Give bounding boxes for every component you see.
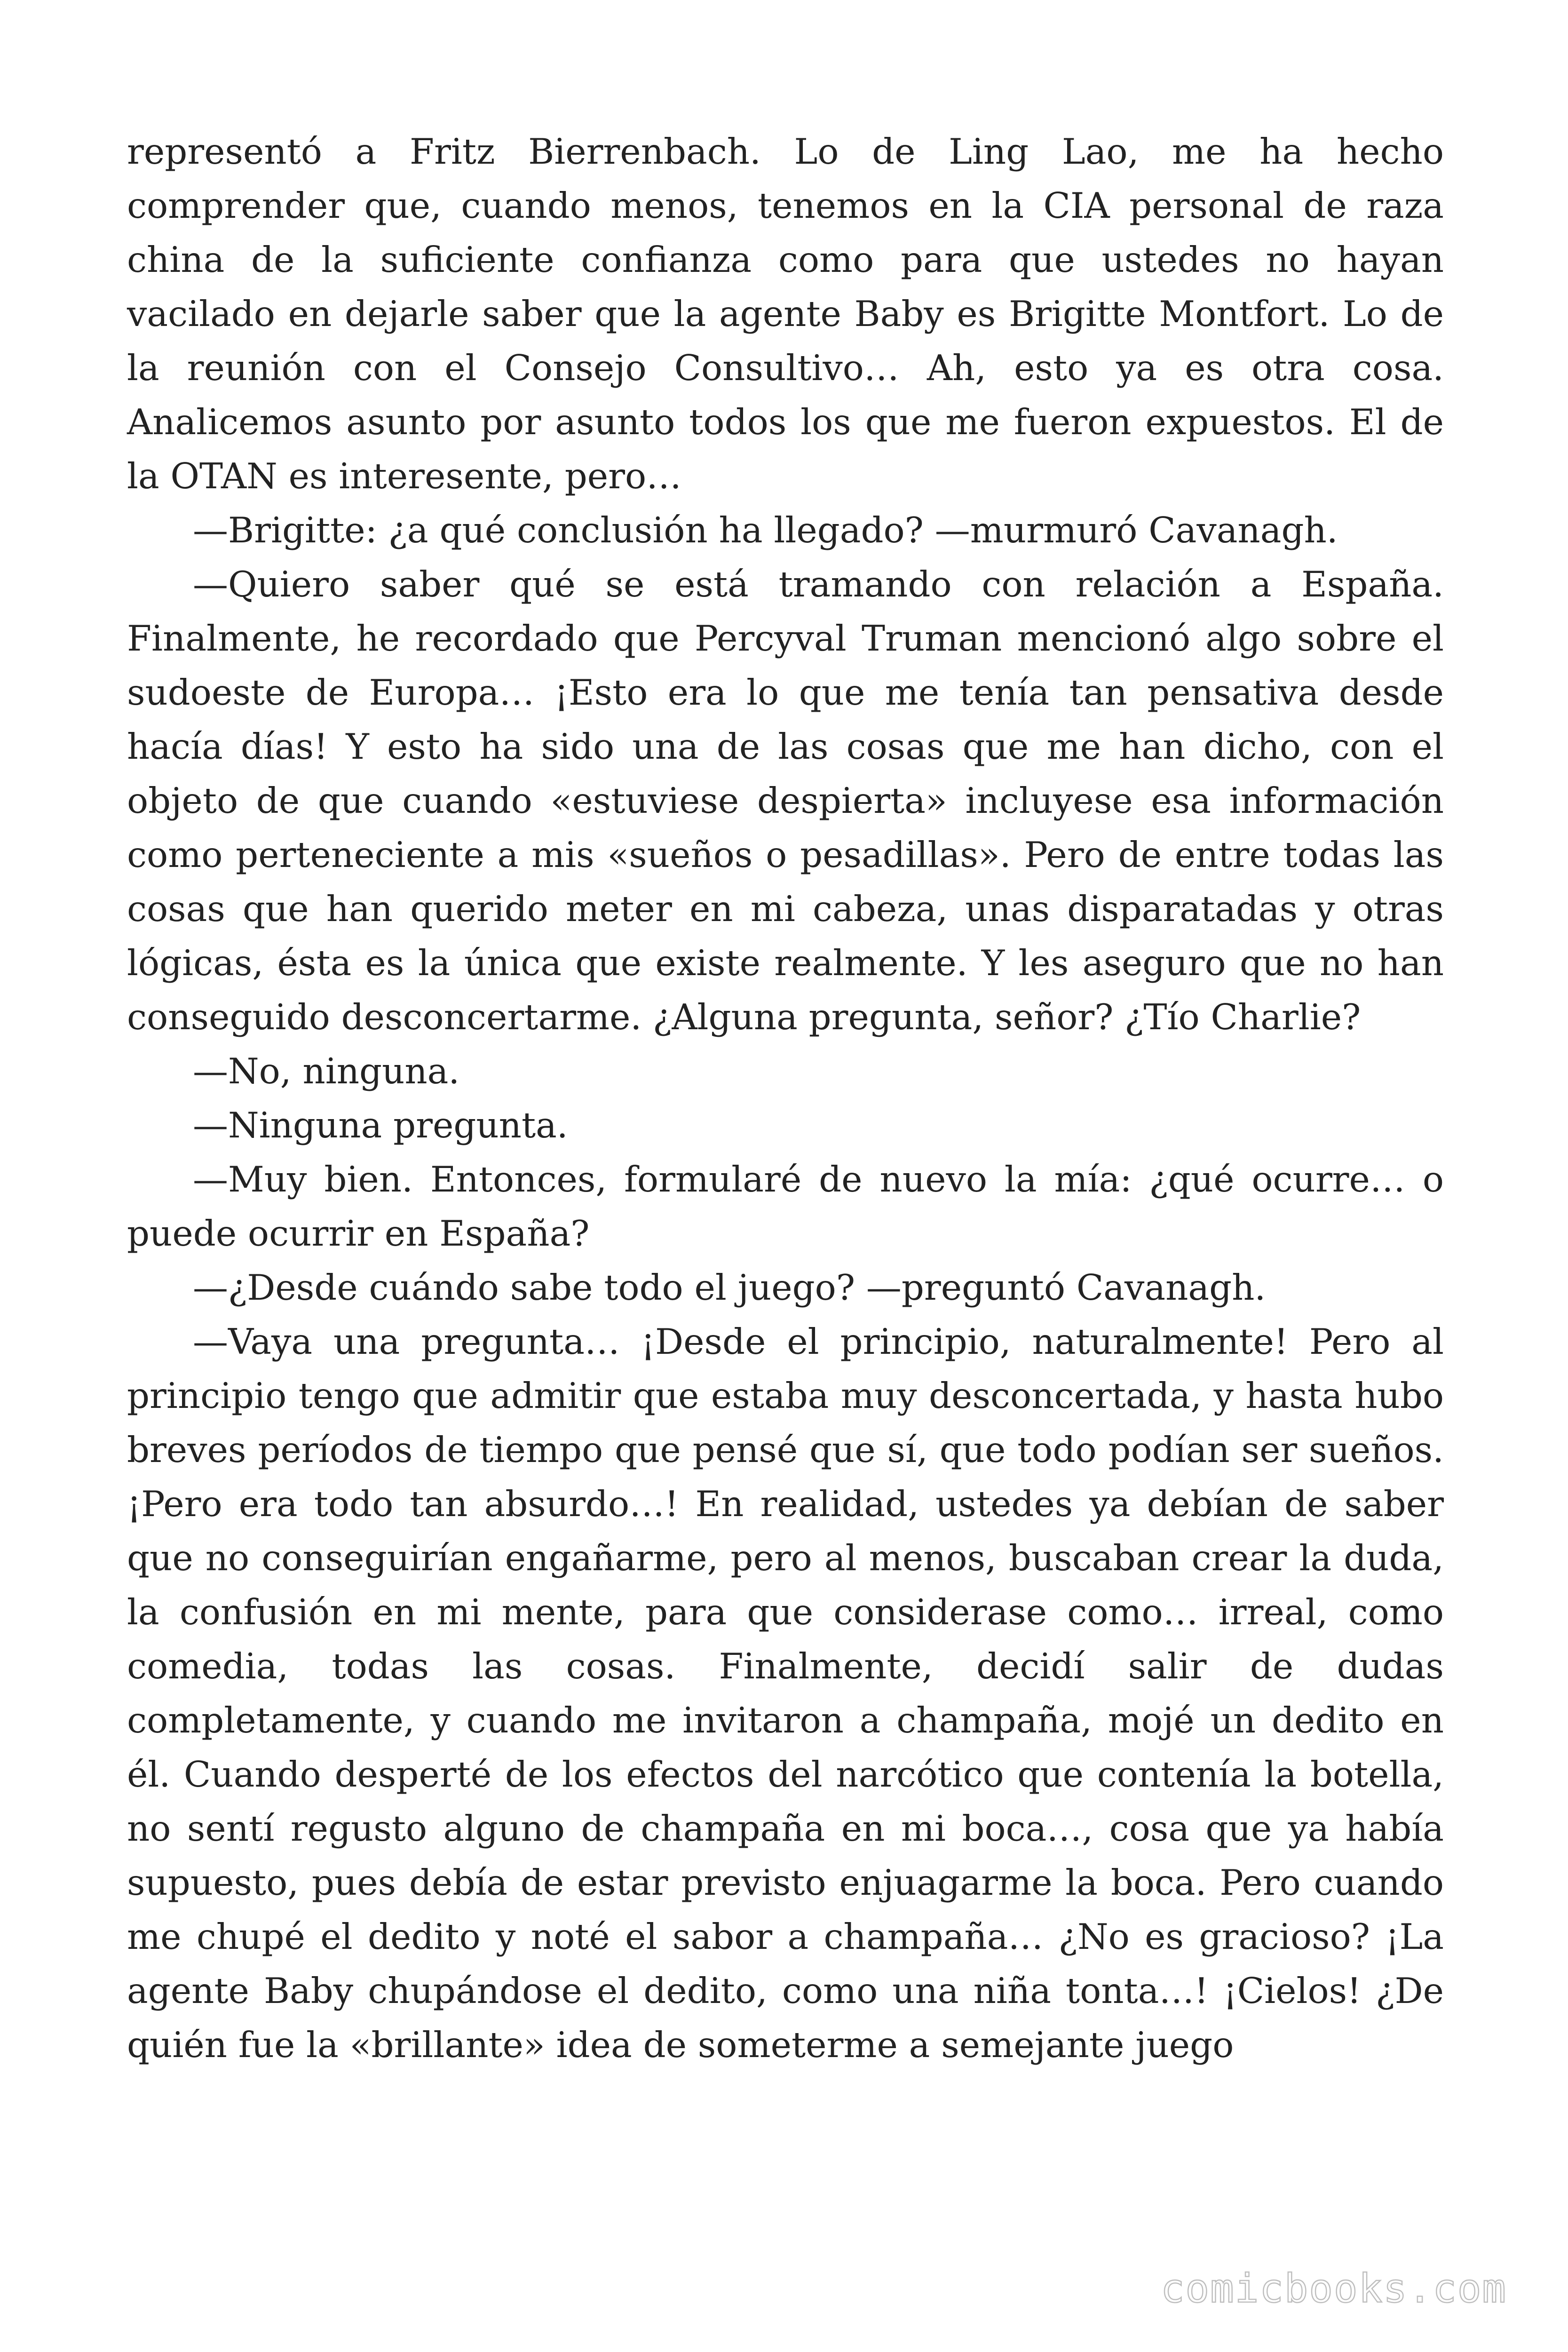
paragraph-dialogue: —Ninguna pregunta. (193, 1104, 568, 1146)
paragraph-dialogue: —Brigitte: ¿a qué conclusión ha llegado? —murmuró Cavanagh. (193, 509, 1338, 551)
paragraph-dialogue: —Quiero saber qué se está tramando con relación a España. Finalmente, he recordado que Percyval Truman mencionó algo sobre el sudoeste de Europa… ¡Esto era lo que me tenía tan pensativa desde hacía días! Y esto ha sido una de las cosas que me han dicho, con el objeto de que cuando «estuviese despierta» incluyese esa información como perteneciente a mis «sueños o pesadillas». Pero de entre todas las cosas que han querido meter en mi cabeza, unas disparatadas y otras lógicas, ésta es la única que existe realmente. Y les aseguro que no han conseguido desconcertarme. ¿Alguna pregunta, señor? ¿Tío Charlie? (127, 564, 1444, 1038)
watermark: comicbooks.com (1160, 2265, 1507, 2312)
paragraph-dialogue: —Muy bien. Entonces, formularé de nuevo la mía: ¿qué ocurre… o puede ocurrir en España? (127, 1159, 1444, 1254)
paragraph-dialogue: —Vaya una pregunta… ¡Desde el principio, naturalmente! Pero al principio tengo que admitir que estaba muy desconcertada, y hasta hubo breves períodos de tiempo que pensé que sí, que todo podían ser sueños. ¡Pero era todo tan absurdo…! En realidad, ustedes ya debían de saber que no conseguirían engañarme, pero al menos, buscaban crear la duda, la confusión en mi mente, para que considerase como… irreal, como comedia, todas las cosas. Finalmente, decidí salir de dudas completamente, y cuando me invitaron a champaña, mojé un dedito en él. Cuando desperté de los efectos del narcótico que contenía la botella, no sentí regusto alguno de champaña en mi boca…, cosa que ya había supuesto, pues debía de estar previsto enjuagarme la boca. Pero cuando me chupé el dedito y noté el sabor a champaña… ¿No es gracioso? ¡La agente Baby chupándose el dedito, como una niña tonta…! ¡Cielos! ¿De quién fue la «brillante» idea de someterme a semejante juego (127, 1321, 1444, 2066)
paragraph-dialogue: —¿Desde cuándo sabe todo el juego? —preguntó Cavanagh. (193, 1267, 1266, 1308)
page-body (127, 125, 1444, 2072)
paragraph-continued: representó a Fritz Bierrenbach. Lo de Ling Lao, me ha hecho comprender que, cuando menos, tenemos en la CIA personal de raza china de la suficiente confianza como para que ustedes no hayan vacilado en dejarle saber que la agente Baby es Brigitte Montfort. Lo de la reunión con el Consejo Consultivo… Ah, esto ya es otra cosa. Analicemos asunto por asunto todos los que me fueron expuestos. El de la OTAN es interesente, pero… (127, 131, 1444, 497)
paragraph-dialogue: —No, ninguna. (193, 1050, 460, 1092)
